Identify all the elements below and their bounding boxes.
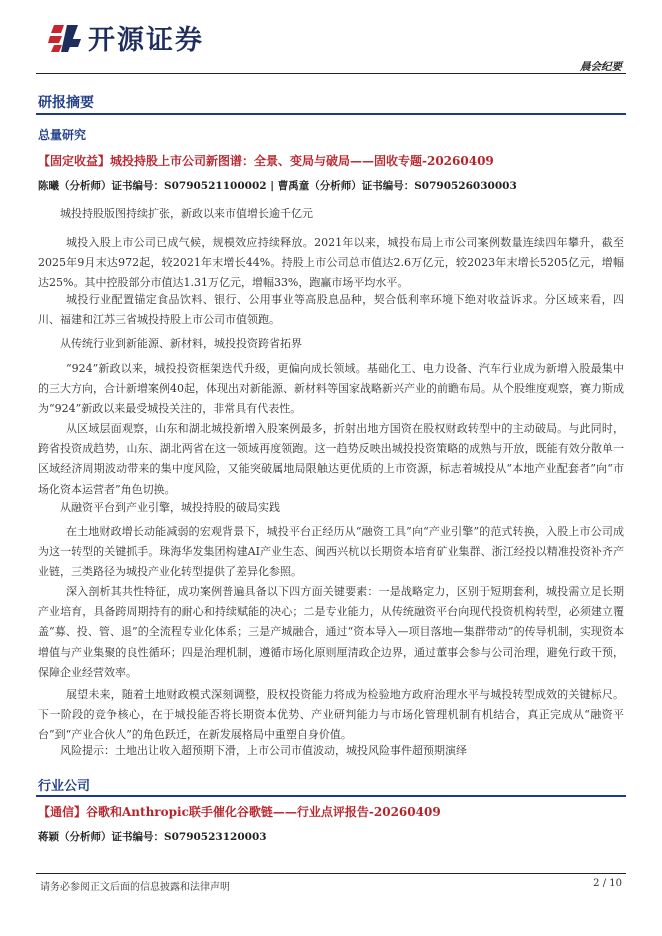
section-title-industry: 行业公司 [38,779,91,794]
risk-warning: 风险提示：土地出让收入超预期下滑，上市公司市值波动，城投风险事件超预期演绎 [60,744,467,757]
logo-mark-icon [48,21,82,55]
summary-title-underline [36,113,626,115]
paragraph-heading: 从融资平台到产业引擎，城投持股的破局实践 [60,501,280,514]
summary-title: 研报摘要 [38,95,94,111]
paragraph: 在土地财政增长动能减弱的宏观背景下，城投平台正经历从“融资工具”向“产业引擎”的范式转换，入股上市公司成为这一转型的关键抓手。珠海华发集团构建AI产业生态、闽西兴杭以长期资本培育矿业集群、浙江经投以精准投资补齐产业链，三类路径为城投产业化转型提供了差异化参照。 [38,525,624,579]
report-type-label: 晨会纪要 [580,61,622,73]
paragraph-heading: 城投持股版图持续扩张，新政以来市值增长逾千亿元 [60,207,313,220]
paragraph: 展望未来，随着土地财政模式深刻调整，股权投资能力将成为检验地方政府治理水平与城投转型成效的关键标尺。下一阶段的竞争核心，在于城投能否将长期资本优势、产业研判能力与市场化管理机制有机结合，真正完成从“融资平台”到“产业合伙人”的角色跃迁，在新发展格局中重塑自身价值。 [38,688,624,742]
page-number: 2 / 10 [593,878,622,889]
brand-logo [48,18,204,57]
footer-divider [36,873,626,874]
header-divider [36,73,626,74]
paragraph-heading: 从传统行业到新能源、新材料，城投投资跨省拓界 [60,337,302,350]
article-authors: 蒋颖（分析师）证书编号：S0790523120003 [38,831,267,843]
paragraph: 从区域层面观察，山东和湖北城投新增入股案例最多，折射出地方国资在股权财政转型中的主动破局。与此同时，跨省投资成趋势，山东、湖北两省在这一领域再度领跑。这一趋势反映出城投投资策略的成熟与开放，既能有效分散单一区域经济周期波动带来的集中度风险，又能突破属地局限触达更优质的上市资源，标志着城投从“本地产业配套者”向“市场化资本运营者”角色切换。 [38,422,624,496]
paragraph: “924”新政以来，城投投资框架迭代升级，更偏向成长领域。基础化工、电力设备、汽车行业成为新增入股最集中的三大方向，合计新增案例40起，体现出对新能源、新材料等国家战略新兴产业的前瞻布局。从个股维度观察，赛力斯成为“924”新政以来最受城投关注的，非常具有代表性。 [38,362,624,416]
paragraph: 城投行业配置锚定食品饮料、银行、公用事业等高股息品种，契合低利率环境下绝对收益诉求。分区域来看，四川、福建和江苏三省城投持股上市公司市值领跑。 [38,293,624,327]
section-underline [36,795,626,797]
logo-text: 开源证券 [88,25,204,56]
article-title-telecom[interactable]: 【通信】谷歌和Anthropic联手催化谷歌链——行业点评报告-20260409 [38,805,441,819]
article-title-fixed-income[interactable]: 【固定收益】城投持股上市公司新图谱：全景、变局与破局——固收专题-20260409 [38,154,494,168]
footer-disclaimer: 请务必参阅正文后面的信息披露和法律声明 [40,882,230,893]
paragraph: 深入剖析其共性特征，成功案例普遍具备以下四方面关键要素：一是战略定力，区别于短期套利，城投需立足长期产业培育，具备跨周期持有的耐心和持续赋能的决心；二是专业能力，从传统融资平台向现代投资机构转型，必须建立覆盖“募、投、管、退”的全流程专业化体系；三是产城融合，通过“资本导入—项目落地—集群带动”的传导机制，实现资本增值与产业集聚的良性循环；四是治理机制，遵循市场化原则厘清政企边界，通过董事会参与公司治理，避免行政干预，保障企业经营效率。 [38,585,624,679]
section-title-macro: 总量研究 [38,128,87,142]
paragraph: 城投入股上市公司已成气候，规模效应持续释放。2021年以来，城投布局上市公司案例数量连续四年攀升，截至2025年9月末达972起，较2021年末增长44%。持股上市公司总市值达2.6万亿元，较2023年末增长5205亿元，增幅达25%。其中控股部分市值达1.31万亿元，增幅33%，跑赢市场平均水平。 [38,236,624,290]
article-authors: 陈曦（分析师）证书编号：S0790521100002 | 曹禹童（分析师）证书编号：S0790526030003 [38,180,517,192]
